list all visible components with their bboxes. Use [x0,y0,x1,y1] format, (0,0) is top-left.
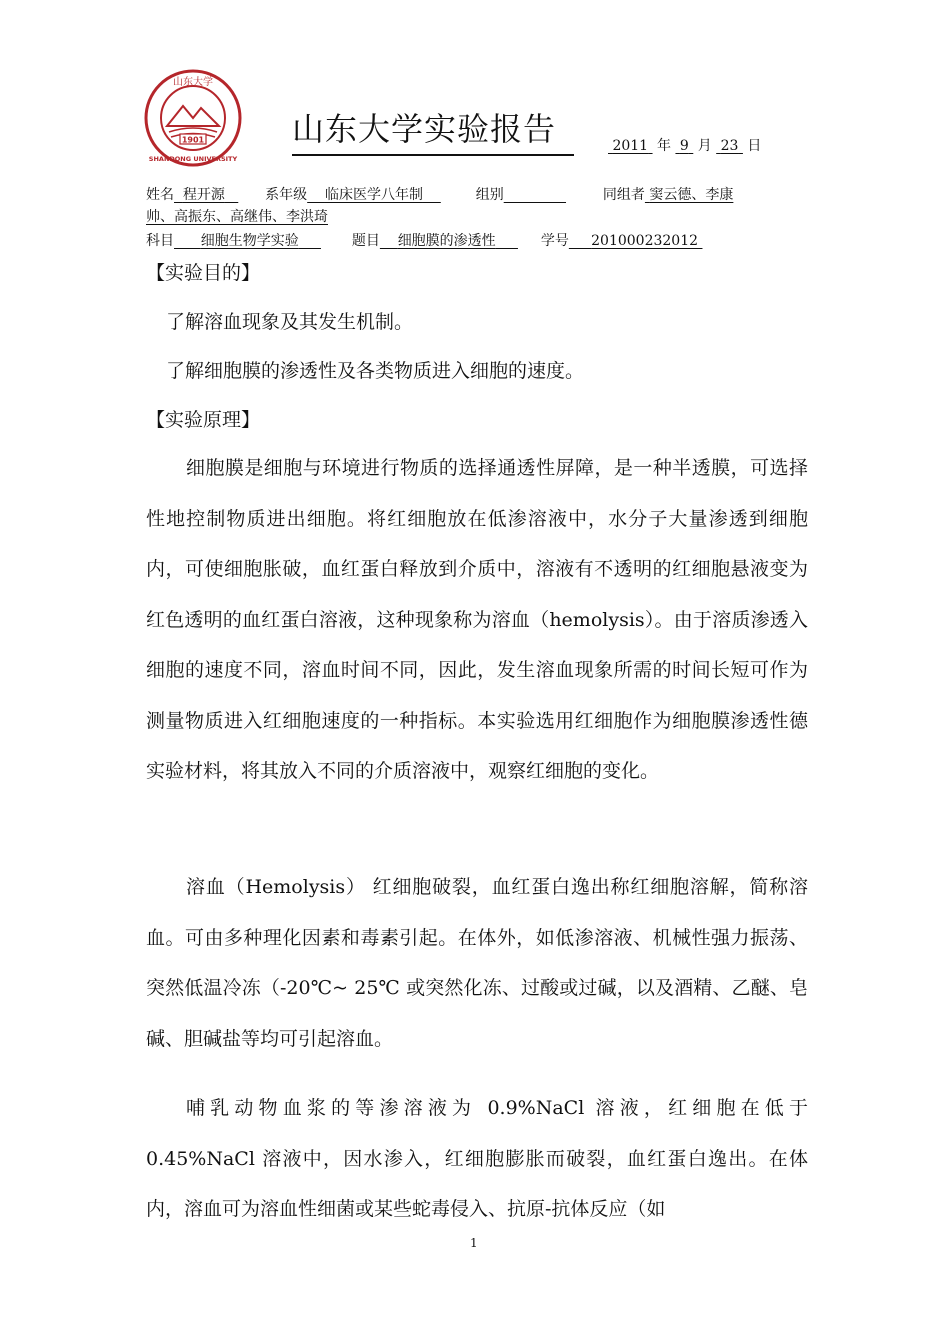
student-id-value: 201000232012 [591,233,699,249]
subject-label: 科目 [146,233,174,249]
purpose-heading: 【实验目的】 [146,262,261,284]
grade-label: 系年级 [265,187,308,203]
partners-continuation-line [146,206,328,226]
grade-value: 临床医学八年制 [324,187,423,203]
page-number: 1 [470,1236,478,1250]
student-id-label: 学号 [540,233,569,249]
topic-label: 题目 [351,233,380,249]
principle-paragraph-1: 细胞膜是细胞与环境进行物质的选择通透性屏障，是一种半透膜，可选择性地控制物质进出细胞。将红细胞放在低渗溶液中，水分子大量渗透到细胞内，可使细胞胀破，血红蛋白释放到介质中，溶液有不透明的红细胞悬液变为红色透明的血红蛋白溶液，这种现象称为溶血（hemolysis）。由于溶质渗透入细胞的速度不同，溶血时间不同，因此，发生溶血现象所需的时间长短可作为测量物质进入红细胞速度的一种指标。本实验选用红细胞作为细胞膜渗透性德实验材料，将其放入不同的介质溶液中，观察红细胞的变化。 [146,457,808,782]
student-info-line [146,184,733,204]
group-value [504,187,566,203]
principle-paragraph-3: 哺乳动物血浆的等渗溶液为 0.9%NaCl 溶液，红细胞在低于 0.45%NaCl 溶液中，因水渗入，红细胞膨胀而破裂，血红蛋白逸出。在体内，溶血可为溶血性细菌或某些蛇毒侵入、抗原-抗体反应（如 [146,1097,808,1220]
report-date [608,135,761,155]
date-month-unit: 月 [697,138,712,154]
partners-value-1: 窦云德、李康 [649,187,734,203]
university-seal-logo [143,68,243,168]
principle-paragraph-2: 溶血（Hemolysis） 红细胞破裂，血红蛋白逸出称红细胞溶解，简称溶血。可由多种理化因素和毒素引起。在体外，如低渗溶液、机械性强力振荡、突然低温冷冻（-20℃~ 25℃ 或突然化冻、过酸或过碱，以及酒精、乙醚、皂碱、胆碱盐等均可引起溶血。 [146,876,808,1050]
seal-top-text: 山东大学 [173,77,213,88]
name-label: 姓名 [146,187,174,203]
seal-year: 1901 [181,135,205,145]
purpose-item-1: 了解溶血现象及其发生机制。 [166,311,414,333]
course-info-line [146,230,702,250]
date-year: 2011 [612,138,649,154]
topic-value: 细胞膜的渗透性 [397,233,496,249]
date-month: 9 [679,138,689,154]
group-label: 组别 [475,187,504,203]
date-day: 23 [720,138,739,154]
title-underline [292,154,574,156]
partners-value-2: 帅、高振东、高继伟、李洪琦 [146,209,328,225]
partners-label: 同组者 [602,187,645,203]
subject-value: 细胞生物学实验 [200,233,299,249]
purpose-item-2: 了解细胞膜的渗透性及各类物质进入细胞的速度。 [166,360,585,382]
report-title: 山东大学实验报告 [292,110,557,148]
date-day-unit: 日 [747,138,762,154]
seal-bottom-text: SHANDONG UNIVERSITY [148,155,238,163]
shandong-university-seal-icon [143,68,243,168]
name-value: 程开源 [182,187,225,203]
principle-heading: 【实验原理】 [146,409,261,431]
date-year-unit: 年 [657,138,671,154]
